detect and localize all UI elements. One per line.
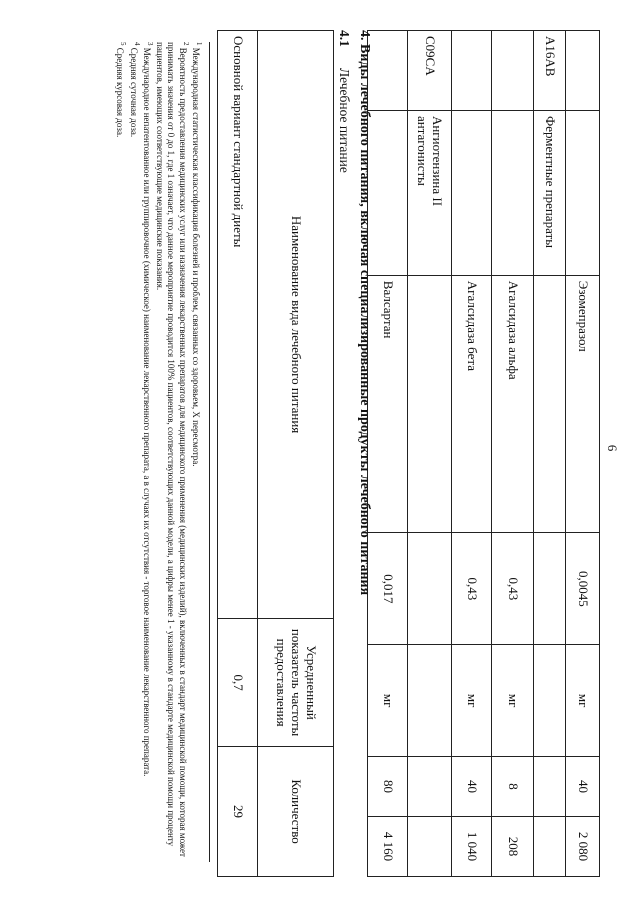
footnote-1: $^1$ Международная статистическая классификация болезней и проблем, связанных со здоровьем, X пересмотра. bbox=[191, 42, 203, 467]
drug-cell-name bbox=[534, 275, 566, 533]
food-header-quantity: Количество bbox=[258, 747, 334, 877]
section-4-1-title: Лечебное питание bbox=[337, 68, 352, 173]
drug-cell-unit: мг bbox=[492, 645, 534, 757]
drug-cell-name: Агалсидаза альфа bbox=[492, 275, 534, 533]
footnote-5: $^5$ Средняя курсовая доза. bbox=[115, 42, 128, 138]
food-header-frequency: Усредненный показатель частоты предоставления bbox=[258, 619, 334, 747]
drug-cell-daily: 40 bbox=[566, 757, 600, 817]
drug-cell-course: 2 080 bbox=[566, 817, 600, 877]
food-quantity-cell: 29 bbox=[218, 747, 258, 877]
drug-cell-group bbox=[452, 110, 492, 275]
drug-cell-name: Агалсидаза бета bbox=[452, 275, 492, 533]
drug-table-row bbox=[566, 31, 600, 877]
drug-cell-atc bbox=[566, 31, 600, 111]
footnotes bbox=[114, 42, 210, 862]
drug-cell-unit: мг bbox=[368, 645, 408, 757]
drug-cell-group bbox=[566, 110, 600, 275]
drug-cell-group bbox=[368, 110, 408, 275]
drug-table-row bbox=[408, 31, 452, 877]
drug-cell-ddd bbox=[408, 533, 452, 645]
drug-cell-atc bbox=[452, 31, 492, 111]
drug-cell-ddd bbox=[534, 533, 566, 645]
drug-cell-atc: A16AB bbox=[534, 31, 566, 111]
drug-cell-atc bbox=[368, 31, 408, 111]
drug-cell-group: Ангиотензина II антагонисты bbox=[408, 110, 452, 275]
drug-cell-unit bbox=[408, 645, 452, 757]
drug-cell-unit: мг bbox=[452, 645, 492, 757]
drug-cell-name bbox=[408, 275, 452, 533]
drug-cell-unit bbox=[534, 645, 566, 757]
drug-cell-ddd: 0,0045 bbox=[566, 533, 600, 645]
drug-cell-daily bbox=[408, 757, 452, 817]
drug-table-row bbox=[492, 31, 534, 877]
drug-cell-course: 4 160 bbox=[368, 817, 408, 877]
section-4-title: 4. Виды лечебного питания, включая специализированные продукты лечебного питания bbox=[357, 30, 372, 596]
food-row bbox=[218, 31, 258, 877]
food-header-name: Наименование вида лечебного питания bbox=[258, 31, 334, 619]
page-number: 6 bbox=[605, 444, 620, 452]
drug-cell-atc bbox=[492, 31, 534, 111]
drug-cell-ddd: 0,43 bbox=[452, 533, 492, 645]
rotated-content bbox=[20, 12, 620, 892]
drug-cell-name: Валсартан bbox=[368, 275, 408, 533]
drug-cell-group: Ферментные препараты bbox=[534, 110, 566, 275]
footnote-divider bbox=[209, 42, 210, 862]
drug-cell-daily: 40 bbox=[452, 757, 492, 817]
drug-cell-daily bbox=[534, 757, 566, 817]
drug-cell-course: 1 040 bbox=[452, 817, 492, 877]
food-header-row bbox=[258, 31, 334, 877]
drug-table-row bbox=[534, 31, 566, 877]
drug-cell-daily: 80 bbox=[368, 757, 408, 817]
footnote-4: $^4$ Средняя суточная доза. bbox=[128, 42, 141, 138]
drug-cell-name: Эзомепразол bbox=[566, 275, 600, 533]
drug-cell-ddd: 0,43 bbox=[492, 533, 534, 645]
drug-cell-atc: C09CA bbox=[408, 31, 452, 111]
section-4-1-number: 4.1 bbox=[337, 30, 352, 47]
footnote-3: $^3$ Международное непатентованное или группировочное (химическое) наименование лекарственного препарата, а в случаях их отсутствия - торговое наименование лекарственного препарата. bbox=[142, 42, 154, 777]
drug-table bbox=[367, 30, 600, 877]
drug-table-row bbox=[452, 31, 492, 877]
drug-cell-group bbox=[492, 110, 534, 275]
drug-cell-course bbox=[408, 817, 452, 877]
drug-cell-daily: 8 bbox=[492, 757, 534, 817]
drug-cell-ddd: 0,017 bbox=[368, 533, 408, 645]
drug-cell-unit: мг bbox=[566, 645, 600, 757]
section-4-1-heading bbox=[336, 30, 352, 173]
food-table bbox=[217, 30, 334, 877]
food-frequency-cell: 0,7 bbox=[218, 619, 258, 747]
drug-table-row bbox=[368, 31, 408, 877]
drug-cell-course: 208 bbox=[492, 817, 534, 877]
footnote-2: $^2$ Вероятность предоставления медицинских услуг или назначения лекарственных препаратов для медицинского применения (медицинских изделий), включенных в стандарт медицинской помощи, которая может принимать значения от 0 до 1, где 1 означает, что данное мероприятие проводится 100% пациентов, соответствующих данной модели, а цифры менее 1 - указанному в стандарте медицинской помощи проценту пациентов, имеющих соответствующие медицинские показания. bbox=[155, 42, 190, 857]
food-name-cell: Основной вариант стандартной диеты bbox=[218, 31, 258, 619]
drug-cell-course bbox=[534, 817, 566, 877]
